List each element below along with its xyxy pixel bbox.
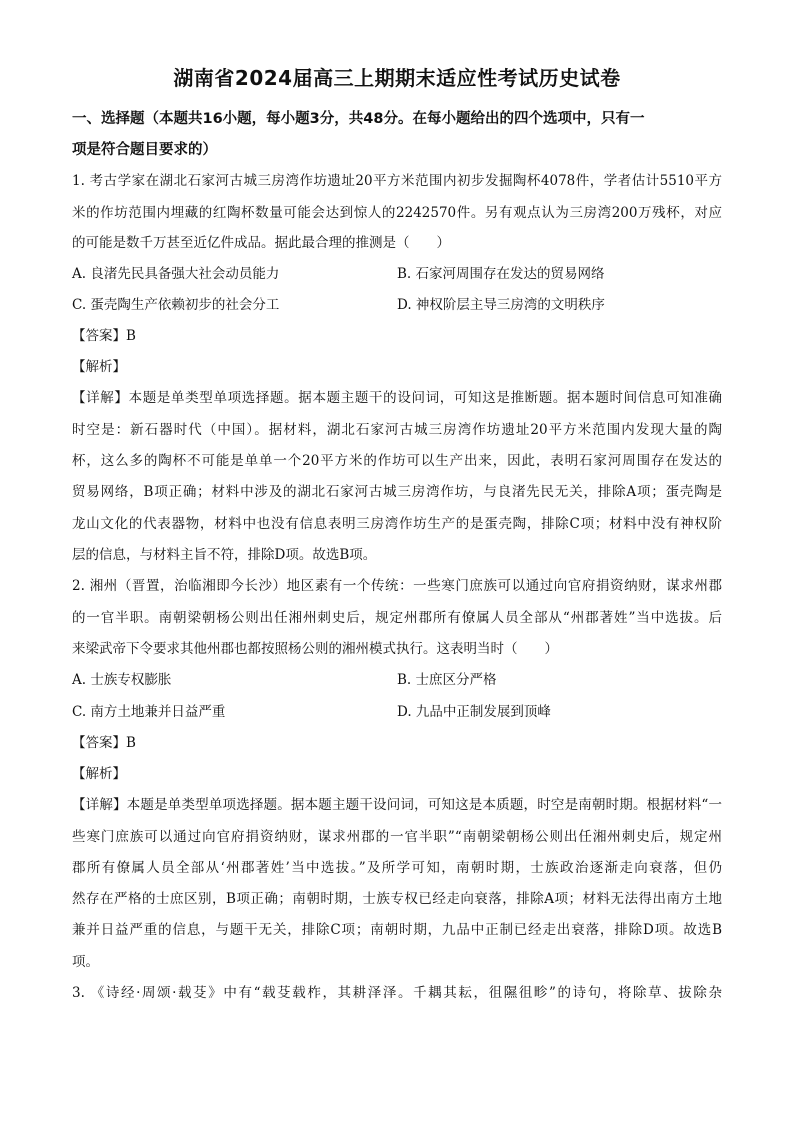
q1-detail-line: 层的信息，与材料主旨不符，排除D项。故选B项。 [72, 547, 377, 563]
q1-detail-line: 杯，这么多的陶杯不可能是单单一个20平方米的作坊可以生产出来，因此，表明石家河周围存在发达的 [72, 453, 722, 469]
q1-detail-line: 【详解】本题是单类型单项选择题。据本题主题干的设问词，可知这是推断题。据本题时间信息可知准确 [72, 390, 722, 406]
q2-detail-line: 些寒门庶族可以通过向官府捐资纳财，谋求州郡的一官半职”“南朝梁朝杨公则出任湘州刺史后，规定州 [72, 829, 722, 845]
q1-analysis-label: 【解析】 [72, 359, 126, 375]
q2-detail-line: 郡所有僚属人员全部从‘州郡著姓’当中选拔。”及所学可知，南朝时期，士族政治逐渐走向衰落，但仍 [72, 860, 722, 876]
q2-stem-line: 来梁武帝下令要求其他州郡也都按照杨公则的湘州模式执行。这表明当时（ ） [72, 641, 558, 657]
q1-option-a: A. 良渚先民具备强大社会动员能力 [72, 266, 280, 282]
q2-option-d: D. 九品中正制发展到顶峰 [397, 704, 551, 720]
q2-detail-line: 然存在严格的士庶区别，B项正确；南朝时期，士族专权已经走向衰落，排除A项；材料无法得出南方土地 [72, 891, 722, 907]
q1-option-c: C. 蛋壳陶生产依赖初步的社会分工 [72, 297, 280, 313]
q1-option-b: B. 石家河周围存在发达的贸易网络 [397, 266, 605, 282]
q1-detail-line: 龙山文化的代表器物，材料中也没有信息表明三房湾作坊生产的是蛋壳陶，排除C项；材料中没有神权阶 [72, 516, 722, 532]
q2-detail-line: 兼并日益严重的信息，与题干无关，排除C项；南朝时期，九品中正制已经走出衰落，排除D项。故选B [72, 922, 722, 938]
q2-detail-line: 【详解】本题是单类型单项选择题。据本题主题干设问词，可知这是本质题，时空是南朝时期。根据材料“一 [72, 797, 722, 813]
q2-stem-line: 2. 湘州（晋置，治临湘即今长沙）地区素有一个传统：一些寒门庶族可以通过向官府捐资纳财，谋求州郡 [72, 578, 722, 594]
q1-stem-line: 米的作坊范围内埋藏的红陶杯数量可能会达到惊人的2242570件。另有观点认为三房湾200万残杯，对应 [72, 205, 722, 221]
q1-stem-line: 1. 考古学家在湖北石家河古城三房湾作坊遗址20平方米范围内初步发掘陶杯4078件，学者估计5510平方 [72, 173, 722, 189]
q3-stem-line: 3. 《诗经·周颂·载芟》中有“载芟载柞，其耕泽泽。千耦其耘，徂隰徂畛”的诗句，将除草、拔除杂 [72, 985, 722, 1001]
q1-detail-line: 时空是：新石器时代（中国）。据材料，湖北石家河古城三房湾作坊遗址20平方米范围内发现大量的陶 [72, 422, 722, 438]
section-heading-line1: 一、选择题（本题共16小题，每小题3分，共48分。在每小题给出的四个选项中，只有一 [72, 111, 645, 127]
q1-answer: 【答案】B [72, 328, 136, 344]
section-heading-line2: 项是符合题目要求的） [72, 142, 217, 158]
q2-stem-line: 的一官半职。南朝梁朝杨公则出任湘州刺史后，规定州郡所有僚属人员全部从“州郡著姓”当中选拔。后 [72, 610, 722, 626]
q2-option-a: A. 士族专权膨胀 [72, 672, 172, 688]
q1-stem-line: 的可能是数千万甚至近亿件成品。据此最合理的推测是（ ） [72, 235, 450, 251]
q2-answer: 【答案】B [72, 735, 136, 751]
q1-detail-line: 贸易网络，B项正确；材料中涉及的湖北石家河古城三房湾作坊，与良渚先民无关，排除A项；蛋壳陶是 [72, 484, 722, 500]
q2-detail-line: 项。 [72, 954, 99, 970]
page-title: 湖南省2024届高三上期期末适应性考试历史试卷 [173, 66, 621, 90]
q2-analysis-label: 【解析】 [72, 766, 126, 782]
q2-option-c: C. 南方土地兼并日益严重 [72, 704, 226, 720]
q1-option-d: D. 神权阶层主导三房湾的文明秩序 [397, 297, 605, 313]
q2-option-b: B. 士庶区分严格 [397, 672, 497, 688]
